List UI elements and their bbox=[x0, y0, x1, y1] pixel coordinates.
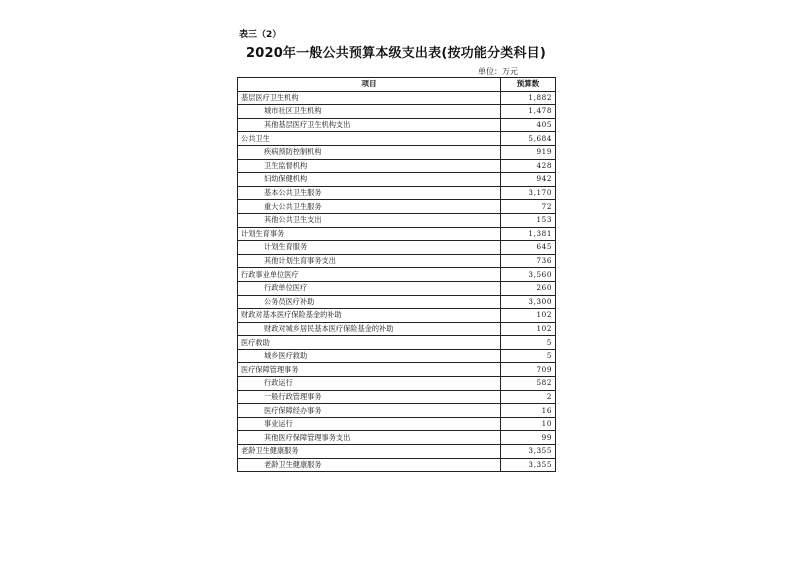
row-item-name: 城乡医疗救助 bbox=[238, 349, 501, 363]
header-row bbox=[238, 78, 556, 92]
row-budget-value: 645 bbox=[501, 241, 556, 255]
row-item-name: 计划生育事务 bbox=[238, 227, 501, 241]
row-item-name: 基本公共卫生服务 bbox=[238, 186, 501, 200]
row-budget-value: 3,355 bbox=[501, 458, 556, 472]
table-row bbox=[238, 132, 556, 146]
header-budget: 预算数 bbox=[501, 78, 556, 92]
table-row bbox=[238, 445, 556, 459]
row-budget-value: 153 bbox=[501, 213, 556, 227]
table-row bbox=[238, 254, 556, 268]
row-item-name: 医疗救助 bbox=[238, 336, 501, 350]
row-budget-value: 3,355 bbox=[501, 445, 556, 459]
header-item: 项目 bbox=[238, 78, 501, 92]
table-row bbox=[238, 309, 556, 323]
table-row bbox=[238, 105, 556, 119]
row-item-name: 计划生育服务 bbox=[238, 241, 501, 255]
row-item-name: 老龄卫生健康服务 bbox=[238, 445, 501, 459]
row-item-name: 行政运行 bbox=[238, 377, 501, 391]
row-budget-value: 736 bbox=[501, 254, 556, 268]
row-item-name: 行政单位医疗 bbox=[238, 281, 501, 295]
row-budget-value: 10 bbox=[501, 417, 556, 431]
budget-table bbox=[237, 77, 556, 472]
row-item-name: 事业运行 bbox=[238, 417, 501, 431]
row-budget-value: 3,300 bbox=[501, 295, 556, 309]
row-budget-value: 428 bbox=[501, 159, 556, 173]
row-item-name: 医疗保障管理事务 bbox=[238, 363, 501, 377]
row-item-name: 医疗保障经办事务 bbox=[238, 404, 501, 418]
table-row bbox=[238, 458, 556, 472]
row-item-name: 财政对城乡居民基本医疗保险基金的补助 bbox=[238, 322, 501, 336]
row-budget-value: 709 bbox=[501, 363, 556, 377]
row-budget-value: 260 bbox=[501, 281, 556, 295]
row-budget-value: 102 bbox=[501, 322, 556, 336]
table-row bbox=[238, 377, 556, 391]
table-row bbox=[238, 213, 556, 227]
row-item-name: 其他医疗保障管理事务支出 bbox=[238, 431, 501, 445]
row-budget-value: 99 bbox=[501, 431, 556, 445]
row-item-name: 其他公共卫生支出 bbox=[238, 213, 501, 227]
table-row bbox=[238, 159, 556, 173]
table-row bbox=[238, 295, 556, 309]
table-header bbox=[238, 78, 556, 92]
row-budget-value: 582 bbox=[501, 377, 556, 391]
row-budget-value: 5 bbox=[501, 349, 556, 363]
table-row bbox=[238, 227, 556, 241]
table-row bbox=[238, 404, 556, 418]
unit-label: 单位：万元 bbox=[478, 67, 518, 76]
table-row bbox=[238, 349, 556, 363]
row-item-name: 卫生监督机构 bbox=[238, 159, 501, 173]
table-body bbox=[238, 91, 556, 472]
row-budget-value: 2 bbox=[501, 390, 556, 404]
row-budget-value: 1,478 bbox=[501, 105, 556, 119]
row-budget-value: 3,560 bbox=[501, 268, 556, 282]
row-budget-value: 1,381 bbox=[501, 227, 556, 241]
table-row bbox=[238, 417, 556, 431]
table-row bbox=[238, 268, 556, 282]
row-budget-value: 16 bbox=[501, 404, 556, 418]
table-row bbox=[238, 200, 556, 214]
table-row bbox=[238, 241, 556, 255]
table-row bbox=[238, 186, 556, 200]
row-budget-value: 942 bbox=[501, 173, 556, 187]
row-item-name: 行政事业单位医疗 bbox=[238, 268, 501, 282]
table-row bbox=[238, 336, 556, 350]
row-budget-value: 5 bbox=[501, 336, 556, 350]
row-item-name: 一般行政管理事务 bbox=[238, 390, 501, 404]
row-item-name: 公共卫生 bbox=[238, 132, 501, 146]
row-budget-value: 3,170 bbox=[501, 186, 556, 200]
page-label: 表三（2） bbox=[239, 30, 282, 40]
row-budget-value: 72 bbox=[501, 200, 556, 214]
table-row bbox=[238, 118, 556, 132]
row-item-name: 城市社区卫生机构 bbox=[238, 105, 501, 119]
table-row bbox=[238, 173, 556, 187]
table-row bbox=[238, 431, 556, 445]
row-item-name: 其他基层医疗卫生机构支出 bbox=[238, 118, 501, 132]
table-row bbox=[238, 363, 556, 377]
row-item-name: 财政对基本医疗保险基金的补助 bbox=[238, 309, 501, 323]
table-row bbox=[238, 322, 556, 336]
row-item-name: 疾病预防控制机构 bbox=[238, 145, 501, 159]
table-row bbox=[238, 145, 556, 159]
row-budget-value: 5,684 bbox=[501, 132, 556, 146]
row-budget-value: 405 bbox=[501, 118, 556, 132]
row-item-name: 重大公共卫生服务 bbox=[238, 200, 501, 214]
row-budget-value: 1,882 bbox=[501, 91, 556, 105]
row-item-name: 老龄卫生健康服务 bbox=[238, 458, 501, 472]
row-budget-value: 102 bbox=[501, 309, 556, 323]
table-row bbox=[238, 281, 556, 295]
row-item-name: 其他计划生育事务支出 bbox=[238, 254, 501, 268]
row-budget-value: 919 bbox=[501, 145, 556, 159]
row-item-name: 妇幼保健机构 bbox=[238, 173, 501, 187]
row-item-name: 基层医疗卫生机构 bbox=[238, 91, 501, 105]
row-item-name: 公务员医疗补助 bbox=[238, 295, 501, 309]
page-title: 2020年一般公共预算本级支出表(按功能分类科目) bbox=[245, 46, 547, 61]
table-row bbox=[238, 390, 556, 404]
table-row bbox=[238, 91, 556, 105]
